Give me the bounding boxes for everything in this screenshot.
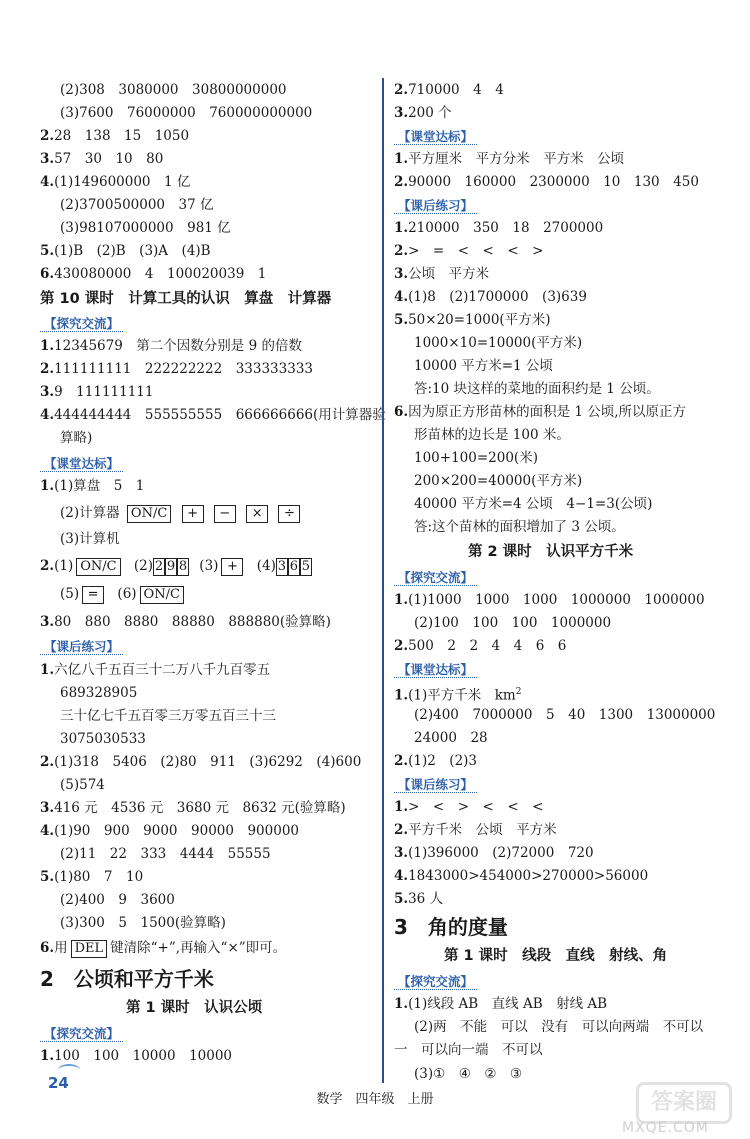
lesson-heading: 第 1 课时 线段 直线 射线、角 <box>444 948 668 964</box>
digit-box: 9 <box>166 559 176 574</box>
answer-line: 3.200 个 <box>394 105 452 121</box>
answer-line: 1.六亿八千五百三十二万八千九百零五 <box>40 662 271 678</box>
digit-box: 2 <box>154 559 164 574</box>
answer-line: 2.90000 160000 2300000 10 130 450 <box>394 174 699 190</box>
answer-line: (3)① ④ ② ③ <box>414 1066 523 1082</box>
section-tag: 【探究交流】 <box>394 568 477 588</box>
answer-line: 1.100 100 10000 10000 <box>40 1048 233 1064</box>
section-tag: 【课堂达标】 <box>394 127 477 147</box>
lesson-heading: 第 2 课时 认识平方千米 <box>468 544 634 560</box>
answer-line: 4.(1)149600000 1 亿 <box>40 174 191 190</box>
key-equals: = <box>82 586 104 604</box>
answer-line: 100+100=200(米) <box>414 450 538 466</box>
key-del: DEL <box>71 940 108 958</box>
answer-line: 2.(1)318 5406 (2)80 911 (3)6292 (4)600 <box>40 754 362 770</box>
digit-box: 6 <box>289 559 298 574</box>
answer-line: (3)7600 76000000 760000000000 <box>60 105 313 121</box>
key-plus: + <box>182 505 204 523</box>
watermark <box>618 1080 748 1138</box>
answer-line: 6.430080000 4 100020039 1 <box>40 266 267 282</box>
answer-line: 算略) <box>60 430 93 446</box>
column-divider <box>382 78 384 1083</box>
answer-line: 5.(1)B (2)B (3)A (4)B <box>40 243 211 259</box>
answer-line: 5.(1)80 7 10 <box>40 869 144 885</box>
answer-line: 2.710000 4 4 <box>394 82 504 98</box>
answer-line: 1000×10=10000(平方米) <box>414 335 583 351</box>
answer-line: (2)100 100 100 1000000 <box>414 615 612 631</box>
answer-line: 4.1843000>454000>270000>56000 <box>394 868 649 884</box>
answer-line: 1.(1)算盘 5 1 <box>40 478 145 494</box>
answer-line: 3.9 111111111 <box>40 384 154 400</box>
chapter-heading: 2 公顷和平方千米 <box>40 967 214 991</box>
answer-line: 1.12345679 第二个因数分别是 9 的倍数 <box>40 338 302 354</box>
answer-line: (2)11 22 333 4444 55555 <box>60 846 271 862</box>
answer-line: 200×200=40000(平方米) <box>414 473 583 489</box>
answer-line: 4.(1)90 900 9000 90000 900000 <box>40 823 299 839</box>
section-tag: 【课后练习】 <box>40 637 123 657</box>
answer-line: 2.500 2 2 4 4 6 6 <box>394 638 567 654</box>
section-tag: 【课堂达标】 <box>40 454 123 474</box>
answer-line: 三十亿七千五百零三万零五百三十三 <box>60 708 276 724</box>
section-tag: 【探究交流】 <box>394 972 477 992</box>
answer-line: 2.(1)2 (2)3 <box>394 753 478 769</box>
answer-line: 3.416 元 4536 元 3680 元 8632 元(验算略) <box>40 800 346 816</box>
answer-line: 4.(1)8 (2)1700000 (3)639 <box>394 289 587 305</box>
answer-line: (2)3700500000 37 亿 <box>60 197 214 213</box>
answer-line: 3.80 880 8880 88880 888880(验算略) <box>40 614 331 630</box>
answer-line: (2)两 不能 可以 没有 可以向两端 不可以 <box>414 1019 704 1035</box>
answer-line: 1.平方厘米 平方分米 平方米 公顷 <box>394 151 625 167</box>
section-tag: 【探究交流】 <box>40 1024 123 1044</box>
answer-line: 3.公顷 平方米 <box>394 266 490 282</box>
answer-line: 6.用 DEL 键清除“+”,再输入“×”即可。 <box>40 940 287 956</box>
answer-line: 10000 平方米=1 公顷 <box>414 358 553 374</box>
key-onc: ON/C <box>127 505 171 523</box>
answer-line: (3)98107000000 981 亿 <box>60 220 231 236</box>
answer-line: 2.28 138 15 1050 <box>40 128 190 144</box>
chapter-heading: 3 角的度量 <box>394 915 508 939</box>
watermark-site: MXQE.COM <box>622 1120 709 1136</box>
answer-line: 答:10 块这样的菜地的面积约是 1 公顷。 <box>414 381 660 397</box>
answer-line: (3)计算机 <box>60 531 120 547</box>
answer-line: 5.36 人 <box>394 891 444 907</box>
section-tag: 【探究交流】 <box>40 314 123 334</box>
page-number: 24 <box>48 1074 69 1092</box>
answer-line: 1.(1)1000 1000 1000 1000000 1000000 <box>394 592 705 608</box>
key-onc: ON/C <box>76 558 120 576</box>
lesson-heading: 第 10 课时 计算工具的认识 算盘 计算器 <box>40 291 332 307</box>
section-tag: 【课堂达标】 <box>394 660 477 680</box>
key-divide: ÷ <box>278 505 300 523</box>
answer-line: 40000 平方米=4 公顷 4−1=3(公顷) <box>414 496 653 512</box>
watermark-logo: 答案圈 <box>636 1082 732 1124</box>
answer-line: 3.(1)396000 (2)72000 720 <box>394 845 594 861</box>
key-times: × <box>246 505 268 523</box>
answer-line: (2)400 9 3600 <box>60 892 175 908</box>
answer-line: (2)400 7000000 5 40 1300 13000000 <box>414 707 716 723</box>
digit-box: 8 <box>178 559 188 574</box>
answer-line: 5.50×20=1000(平方米) <box>394 312 551 328</box>
answer-line: 24000 28 <box>414 730 488 746</box>
key-minus: − <box>214 505 236 523</box>
answer-line: 6.因为原正方形苗林的面积是 1 公顷,所以原正方 <box>394 404 687 420</box>
digit-box: 5 <box>301 559 310 574</box>
answer-line: 形苗林的边长是 100 米。 <box>414 427 570 443</box>
answer-line: 1.210000 350 18 2700000 <box>394 220 604 236</box>
answer-line: 2.111111111 222222222 333333333 <box>40 361 313 377</box>
footer-subject: 数学 四年级 上册 <box>316 1092 434 1107</box>
answer-line: 一 可以向一端 不可以 <box>394 1042 543 1058</box>
key-onc: ON/C <box>140 586 184 604</box>
answer-line: (2)计算器 ON/C + − × ÷ <box>40 503 303 523</box>
answer-line: 2.平方千米 公顷 平方米 <box>394 822 557 838</box>
answer-line: 1.(1)线段 AB 直线 AB 射线 AB <box>394 996 608 1012</box>
answer-line: (5) = (6) ON/C <box>40 584 187 604</box>
answer-line: 4.444444444 555555555 666666666(用计算器验 <box>40 407 386 423</box>
answer-line: (3)300 5 1500(验算略) <box>60 915 226 931</box>
section-tag: 【课后练习】 <box>394 775 477 795</box>
answer-line: 3.57 30 10 80 <box>40 151 164 167</box>
lesson-heading: 第 1 课时 认识公顷 <box>126 1000 263 1016</box>
section-tag: 【课后练习】 <box>394 196 477 216</box>
answer-line: 2.> = < < < > <box>394 243 544 259</box>
answer-line: 答:这个苗林的面积增加了 3 公顷。 <box>414 519 625 535</box>
key-plus: + <box>221 558 243 576</box>
answer-line: (5)574 <box>60 777 105 793</box>
answer-line: 1.> < > < < < <box>394 799 544 815</box>
answer-line: 1.(1)平方千米 $km^2$ <box>394 687 522 704</box>
digit-box: 3 <box>277 559 286 574</box>
answer-line: 2.(1) ON/C (2) 2 9 8 (3) + (4) 3 6 5 <box>40 558 310 574</box>
answer-line: (2)308 3080000 30800000000 <box>60 82 287 98</box>
answer-line: 3075030533 <box>60 731 146 747</box>
answer-line: 689328905 <box>60 685 138 701</box>
